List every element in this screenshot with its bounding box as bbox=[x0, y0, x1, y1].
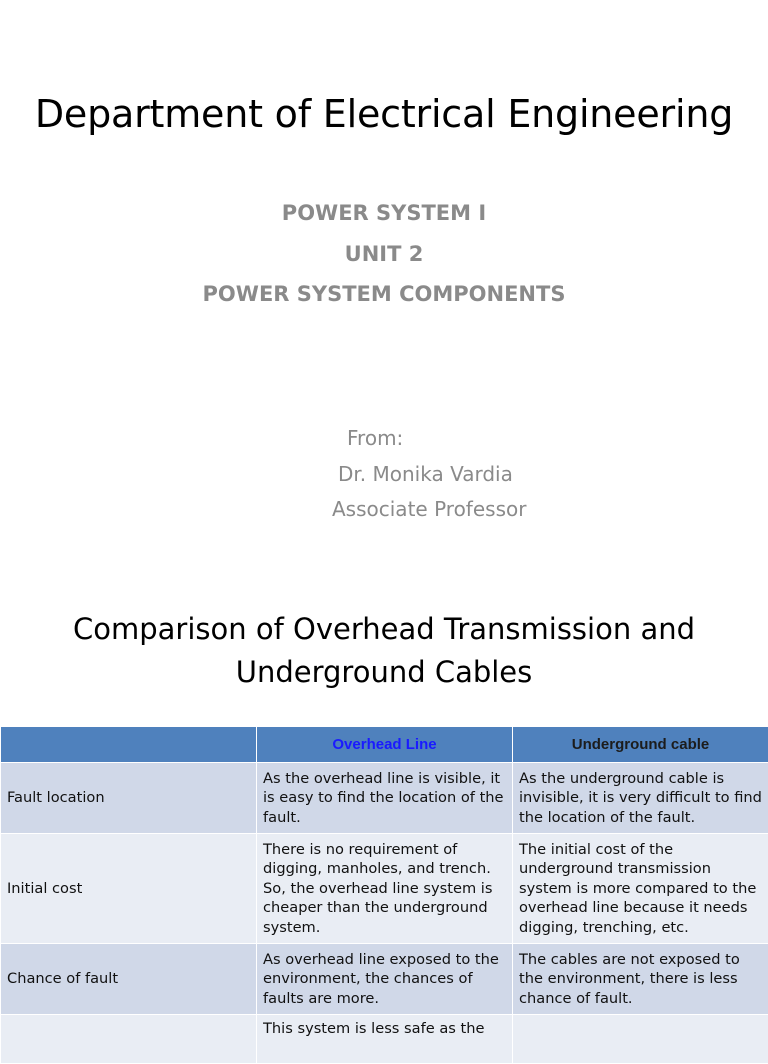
table-row bbox=[1, 944, 768, 1015]
overhead-cell: As the overhead line is visible, it is easy to find the location of the fault. bbox=[257, 763, 513, 834]
course-subtitle bbox=[0, 193, 768, 315]
subtitle-line-topic: POWER SYSTEM COMPONENTS bbox=[0, 274, 768, 315]
author-role: Associate Professor bbox=[332, 497, 526, 521]
table-row bbox=[1, 763, 768, 834]
header-cell-overhead-line: Overhead Line bbox=[257, 727, 513, 763]
header-cell-underground-cable: Underground cable bbox=[513, 727, 768, 763]
overhead-cell: As overhead line exposed to the environment, the chances of faults are more. bbox=[257, 944, 513, 1015]
row-label: Fault location bbox=[1, 763, 257, 834]
row-label bbox=[1, 1015, 257, 1064]
comparison-title bbox=[0, 608, 768, 694]
row-label: Initial cost bbox=[1, 834, 257, 944]
overhead-cell bbox=[257, 1015, 513, 1064]
underground-cell: The cables are not exposed to the environment, there is less chance of fault. bbox=[513, 944, 768, 1015]
underground-cell: The initial cost of the underground transmission system is more compared to the overhead line because it needs digging, trenching, etc. bbox=[513, 834, 768, 944]
comparison-title-line-2: Underground Cables bbox=[0, 651, 768, 694]
subtitle-line-course: POWER SYSTEM I bbox=[0, 193, 768, 234]
author-from-label: From: bbox=[347, 426, 403, 450]
overhead-cell-partial-text: This system is less safe as the bbox=[263, 1019, 506, 1039]
author-name: Dr. Monika Vardia bbox=[338, 462, 513, 486]
table-row bbox=[1, 1015, 768, 1064]
underground-cell bbox=[513, 1015, 768, 1064]
page-title: Department of Electrical Engineering bbox=[0, 92, 768, 136]
subtitle-line-unit: UNIT 2 bbox=[0, 234, 768, 275]
table-header-row bbox=[1, 727, 768, 763]
table-row bbox=[1, 834, 768, 944]
comparison-title-line-1: Comparison of Overhead Transmission and bbox=[0, 608, 768, 651]
underground-cell: As the underground cable is invisible, it is very difficult to find the location of the fault. bbox=[513, 763, 768, 834]
header-cell-blank bbox=[1, 727, 257, 763]
comparison-table bbox=[0, 726, 768, 1064]
row-label: Chance of fault bbox=[1, 944, 257, 1015]
overhead-cell: There is no requirement of digging, manholes, and trench. So, the overhead line system is cheaper than the underground system. bbox=[257, 834, 513, 944]
